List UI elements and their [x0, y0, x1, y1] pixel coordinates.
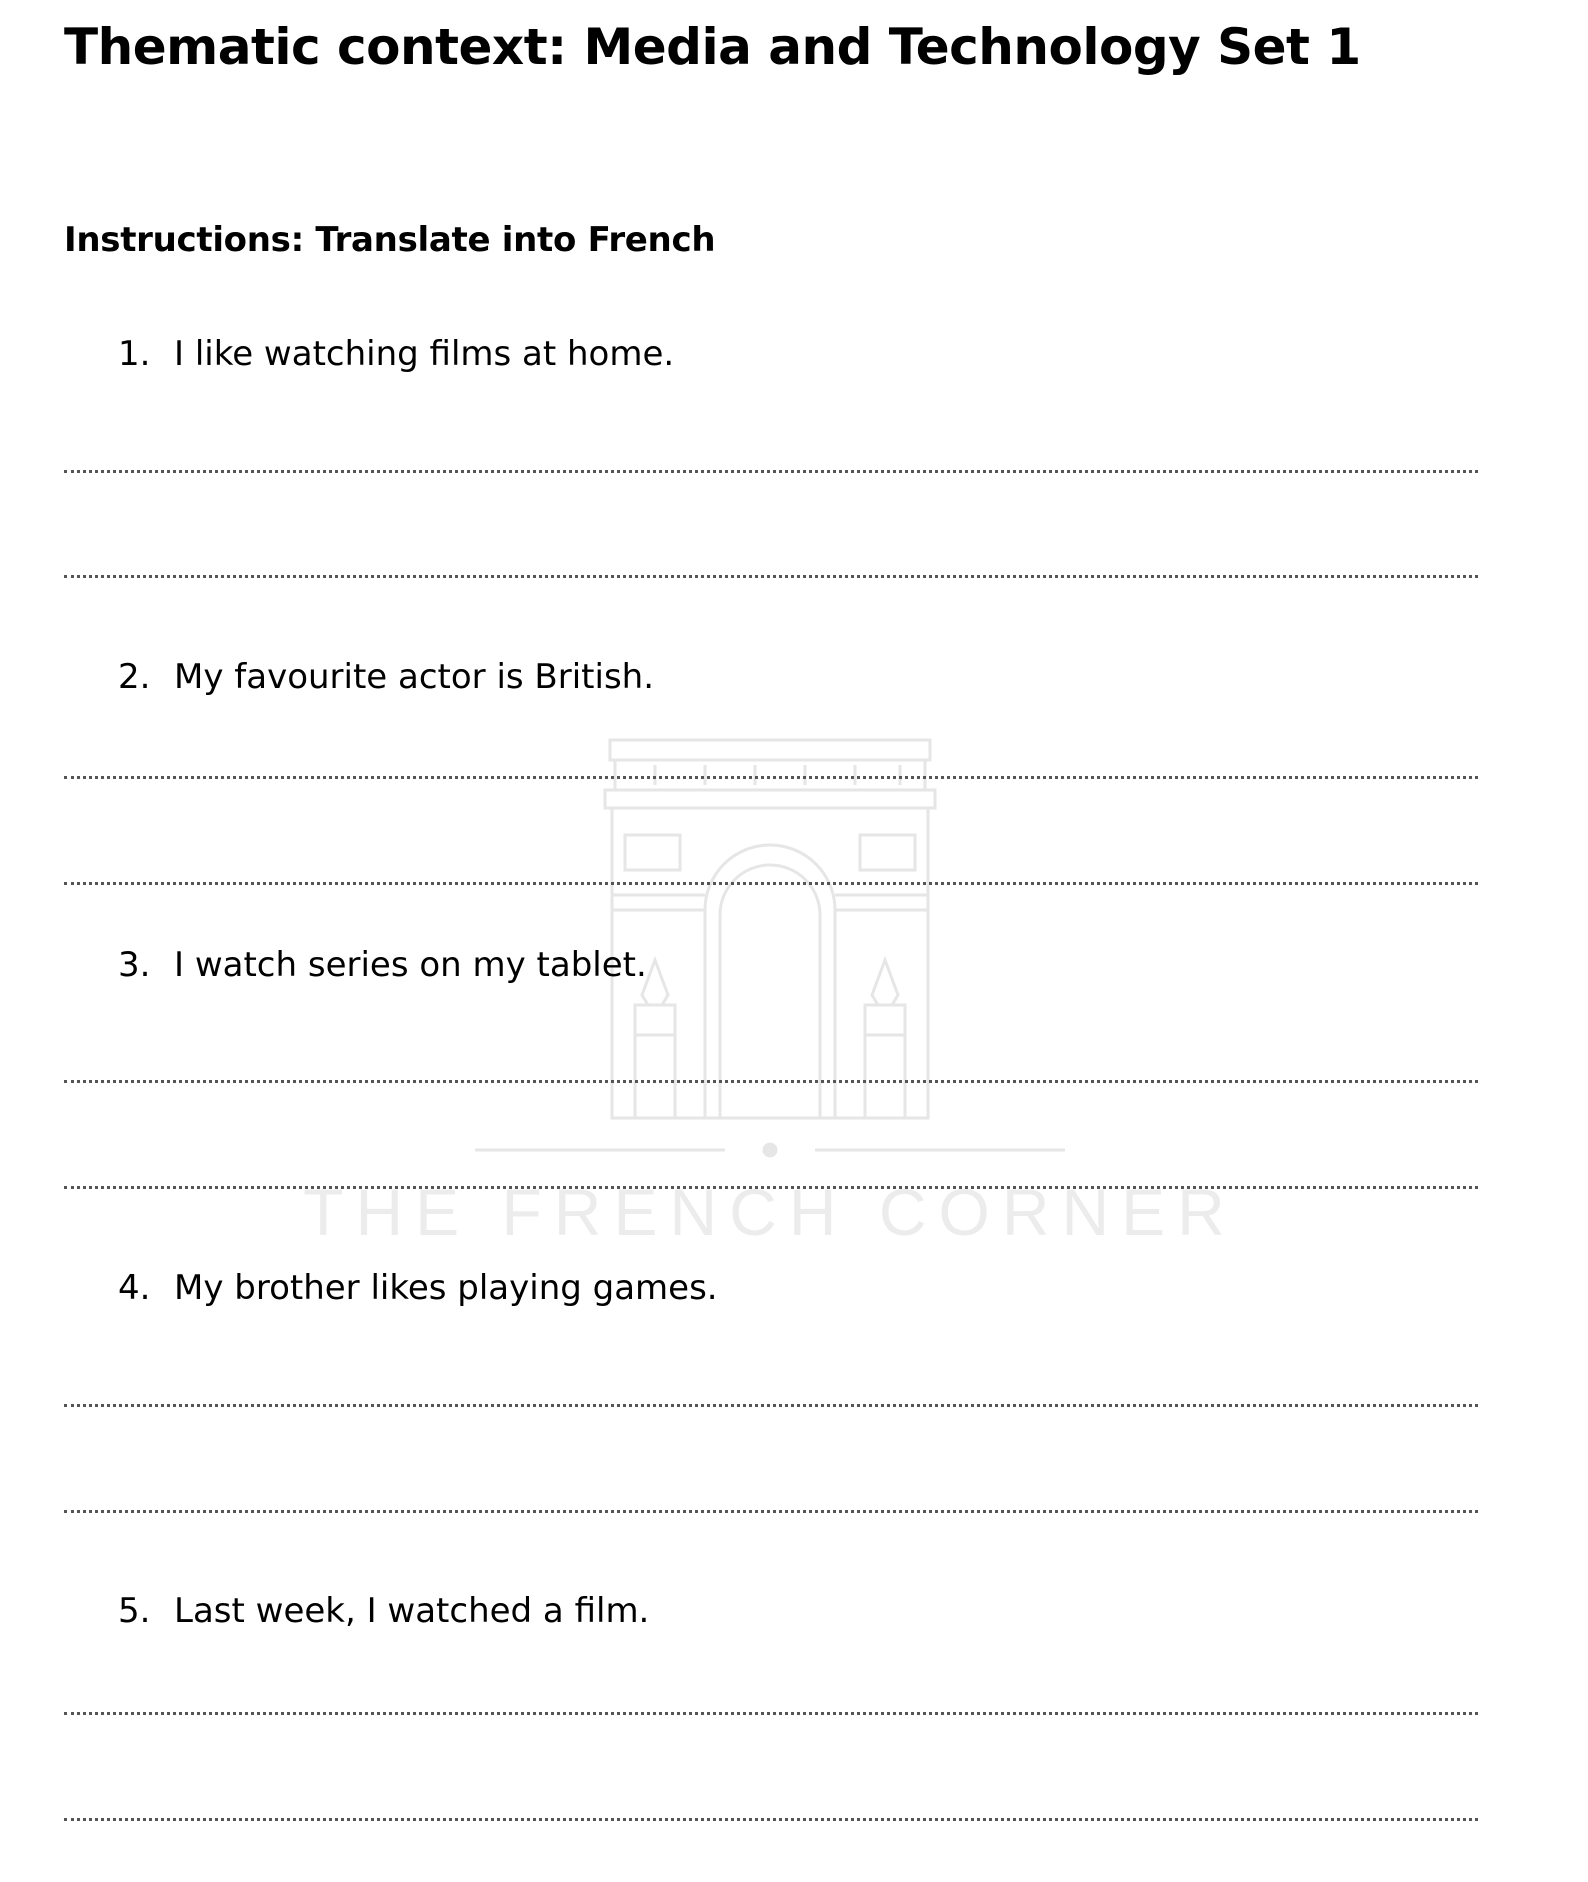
answer-line[interactable]	[64, 470, 1478, 473]
question-2	[118, 657, 654, 697]
question-number: 5.	[118, 1591, 151, 1631]
answer-line[interactable]	[64, 1818, 1478, 1821]
arc-de-triomphe-icon	[605, 740, 935, 1118]
answer-line[interactable]	[64, 1080, 1478, 1083]
question-5	[118, 1591, 649, 1631]
question-text: My brother likes playing games.	[174, 1268, 718, 1308]
answer-line[interactable]	[64, 1712, 1478, 1715]
answer-line[interactable]	[64, 1186, 1478, 1189]
watermark-text: THE FRENCH CORNER	[303, 1175, 1237, 1249]
answer-line[interactable]	[64, 1404, 1478, 1407]
question-text: Last week, I watched a film.	[174, 1591, 650, 1631]
question-text: I watch series on my tablet.	[174, 945, 647, 985]
answer-line[interactable]	[64, 575, 1478, 578]
answer-line[interactable]	[64, 776, 1478, 779]
question-text: I like watching films at home.	[174, 334, 675, 374]
question-4	[118, 1268, 718, 1308]
question-number: 3.	[118, 945, 151, 985]
question-1	[118, 334, 674, 374]
instructions: Instructions: Translate into French	[64, 220, 716, 260]
question-3	[118, 945, 647, 985]
question-number: 2.	[118, 657, 151, 697]
answer-line[interactable]	[64, 1510, 1478, 1513]
answer-line[interactable]	[64, 882, 1478, 885]
watermark-divider	[475, 1144, 1065, 1156]
question-number: 4.	[118, 1268, 151, 1308]
question-number: 1.	[118, 334, 151, 374]
page-title: Thematic context: Media and Technology Set 1	[64, 18, 1361, 76]
question-text: My favourite actor is British.	[174, 657, 655, 697]
